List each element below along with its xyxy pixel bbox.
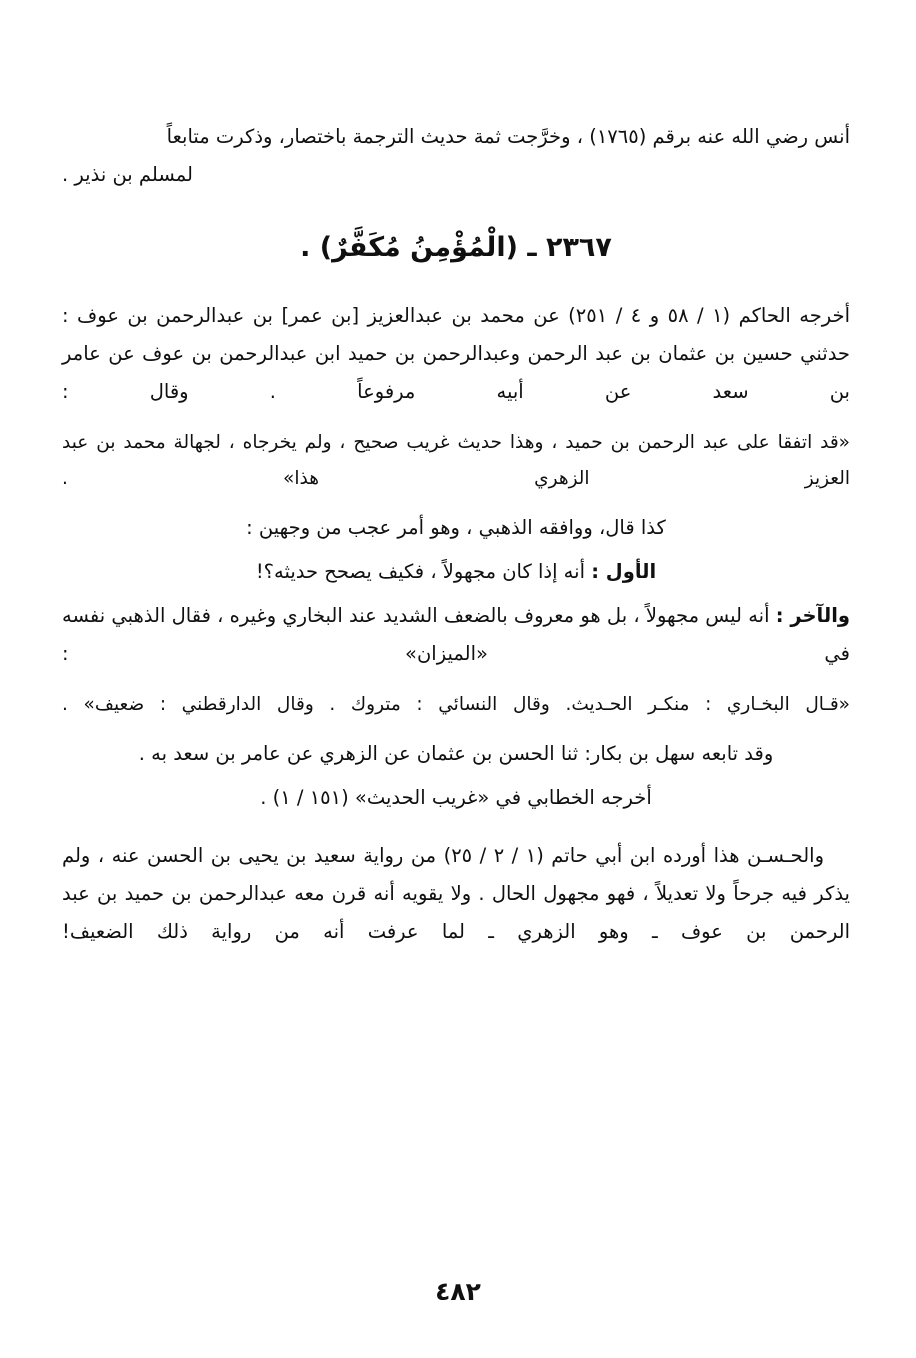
label-first-point: الأول : [591, 560, 657, 584]
text-first-point: أنه إذا كان مجهولاً ، فكيف يصحح حديثه؟! [255, 560, 585, 584]
quote-hakim: «قد اتفقا على عبد الرحمن بن حميد ، وهذا حديث غريب صحيح ، ولم يخرجاه ، لجهالة محمد بن عبد العزيز الزهري هذا» . [62, 432, 850, 490]
paragraph-continuation-line1: أنس رضي الله عنه برقم (١٧٦٥) ، وخرَّجت ثمة حديث الترجمة باختصار، وذكرت متابعاً [166, 125, 850, 148]
paragraph-first-point [62, 553, 850, 591]
page-number: ٤٨٢ [435, 1277, 481, 1306]
paragraph-comment: كذا قال، ووافقه الذهبي ، وهو أمر عجب من وجهين : [246, 516, 666, 540]
hadith-number: ٢٣٦٧ ـ [527, 232, 612, 264]
paragraph-khattabi: أخرجه الخطابي في «غريب الحديث» (١٥١ / ١) . [260, 786, 652, 810]
text-second-point: أنه ليس مجهولاً ، بل هو معروف بالضعف الشديد عند البخاري وغيره ، فقال الذهبي نفسه في «الميزان» : [62, 604, 850, 666]
paragraph-takhrij: أخرجه الحاكم (١ / ٥٨ و ٤ / ٢٥١) عن محمد بن عبدالعزيز [بن عمر] بن عبدالرحمن بن عوف : حدثني حسين بن عثمان بن عبد الرحمن وعبدالرحمن بن حميد ابن عبدالرحمن بن عوف عن عامر بن سعد عن أبيه مرفوعاً . وقال : [62, 304, 850, 404]
paragraph-mutaba3a: وقد تابعه سهل بن بكار: ثنا الحسن بن عثمان عن الزهري عن عامر بن سعد به . [138, 742, 774, 766]
paragraph-hasan-ibn-uthman: والحـسـن هذا أورده ابن أبي حاتم (١ / ٢ / ٢٥) من رواية سعيد بن يحيى بن الحسن عنه ، ولم يذكر فيه جرحاً ولا تعديلاً ، فهو مجهول الحال . ولا يقويه أنه قرن معه عبدالرحمن بن حميد بن عبد الرحمن بن عوف ـ وهو الزهري ـ لما عرفت أنه من رواية ذلك الضعيف! [62, 844, 850, 944]
paragraph-second-point [62, 597, 850, 673]
paragraph-continuation-line2: لمسلم بن نذير . [62, 163, 193, 187]
hadith-title: (الْمُؤْمِنُ مُكَفَّرٌ) . [300, 232, 518, 264]
quote-mizan: «قـال البخـاري : منكـر الحـديث. وقال النسائي : متروك . وقال الدارقطني : ضعيف» . [62, 694, 850, 716]
label-second-point: والآخر : [775, 604, 850, 628]
hadith-heading [62, 232, 850, 263]
